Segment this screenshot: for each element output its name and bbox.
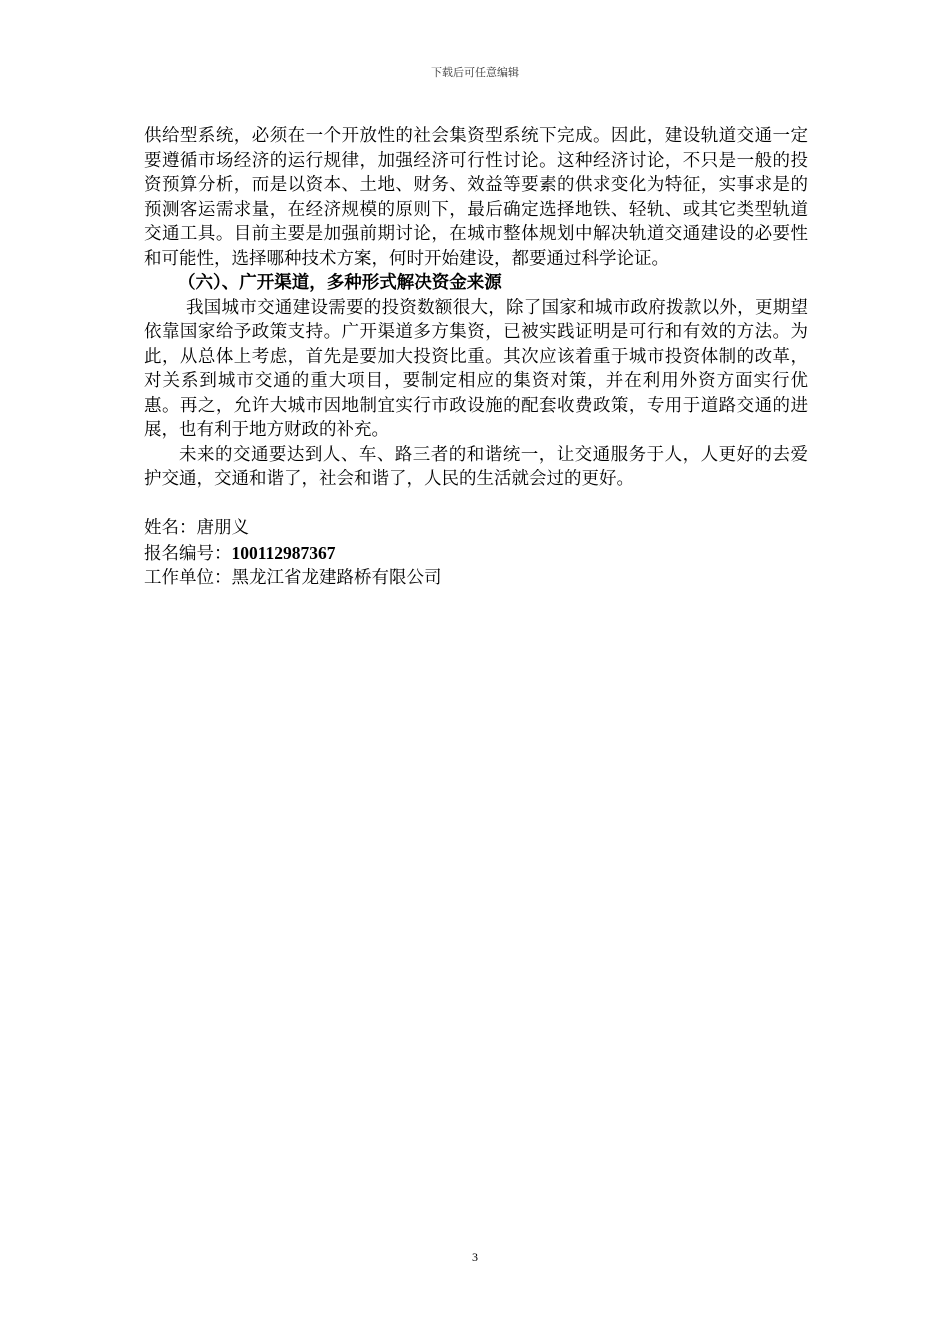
name-value: 唐朋义 (196, 518, 249, 538)
registration-number-line (144, 541, 808, 567)
registration-value: 100112987367 (231, 542, 336, 563)
work-unit-label: 工作单位： (144, 568, 232, 588)
work-unit-value: 黑龙江省龙建路桥有限公司 (231, 568, 442, 588)
paragraph-continuation: 供给型系统，必须在一个开放性的社会集资型系统下完成。因此，建设轨道交通一定要遵循市场经济的运行规律，加强经济可行性讨论。这种经济讨论，不只是一般的投资预算分析，而是以资本、土地、财务、效益等要素的供求变化为特征，实事求是的预测客运需求量，在经济规模的原则下，最后确定选择地铁、轻轨、或其它类型轨道交通工具。目前主要是加强前期讨论，在城市整体规划中解决轨道交通建设的必要性和可能性，选择哪种技术方案，何时开始建设，都要通过科学论证。 (144, 126, 808, 269)
paragraph-funding: 我国城市交通建设需要的投资数额很大，除了国家和城市政府拨款以外，更期望依靠国家给予政策支持。广开渠道多方集资，已被实践证明是可行和有效的方法。为此，从总体上考虑，首先是要加大投资比重。其次应该着重于城市投资体制的改革，对关系到城市交通的重大项目，要制定相应的集资对策，并在利用外资方面实行优惠。再之，允许大城市因地制宜实行市政设施的配套收费政策，专用于道路交通的进展，也有利于地方财政的补充。 (144, 297, 808, 440)
work-unit-line (144, 566, 808, 591)
registration-label: 报名编号： (144, 543, 232, 564)
author-name-line (144, 516, 808, 541)
blank-line (144, 492, 808, 517)
paragraph-conclusion: 未来的交通要达到人、车、路三者的和谐统一，让交通服务于人，人更好的去爱护交通，交通和谐了，社会和谐了，人民的生活就会过的更好。 (144, 444, 808, 489)
page-number: 3 (472, 1250, 478, 1264)
document-body (144, 124, 808, 591)
name-label: 姓名： (144, 518, 197, 538)
page-header-note: 下载后可任意编辑 (431, 66, 519, 79)
section-heading: （六）、广开渠道，多种形式解决资金来源 (178, 273, 502, 293)
